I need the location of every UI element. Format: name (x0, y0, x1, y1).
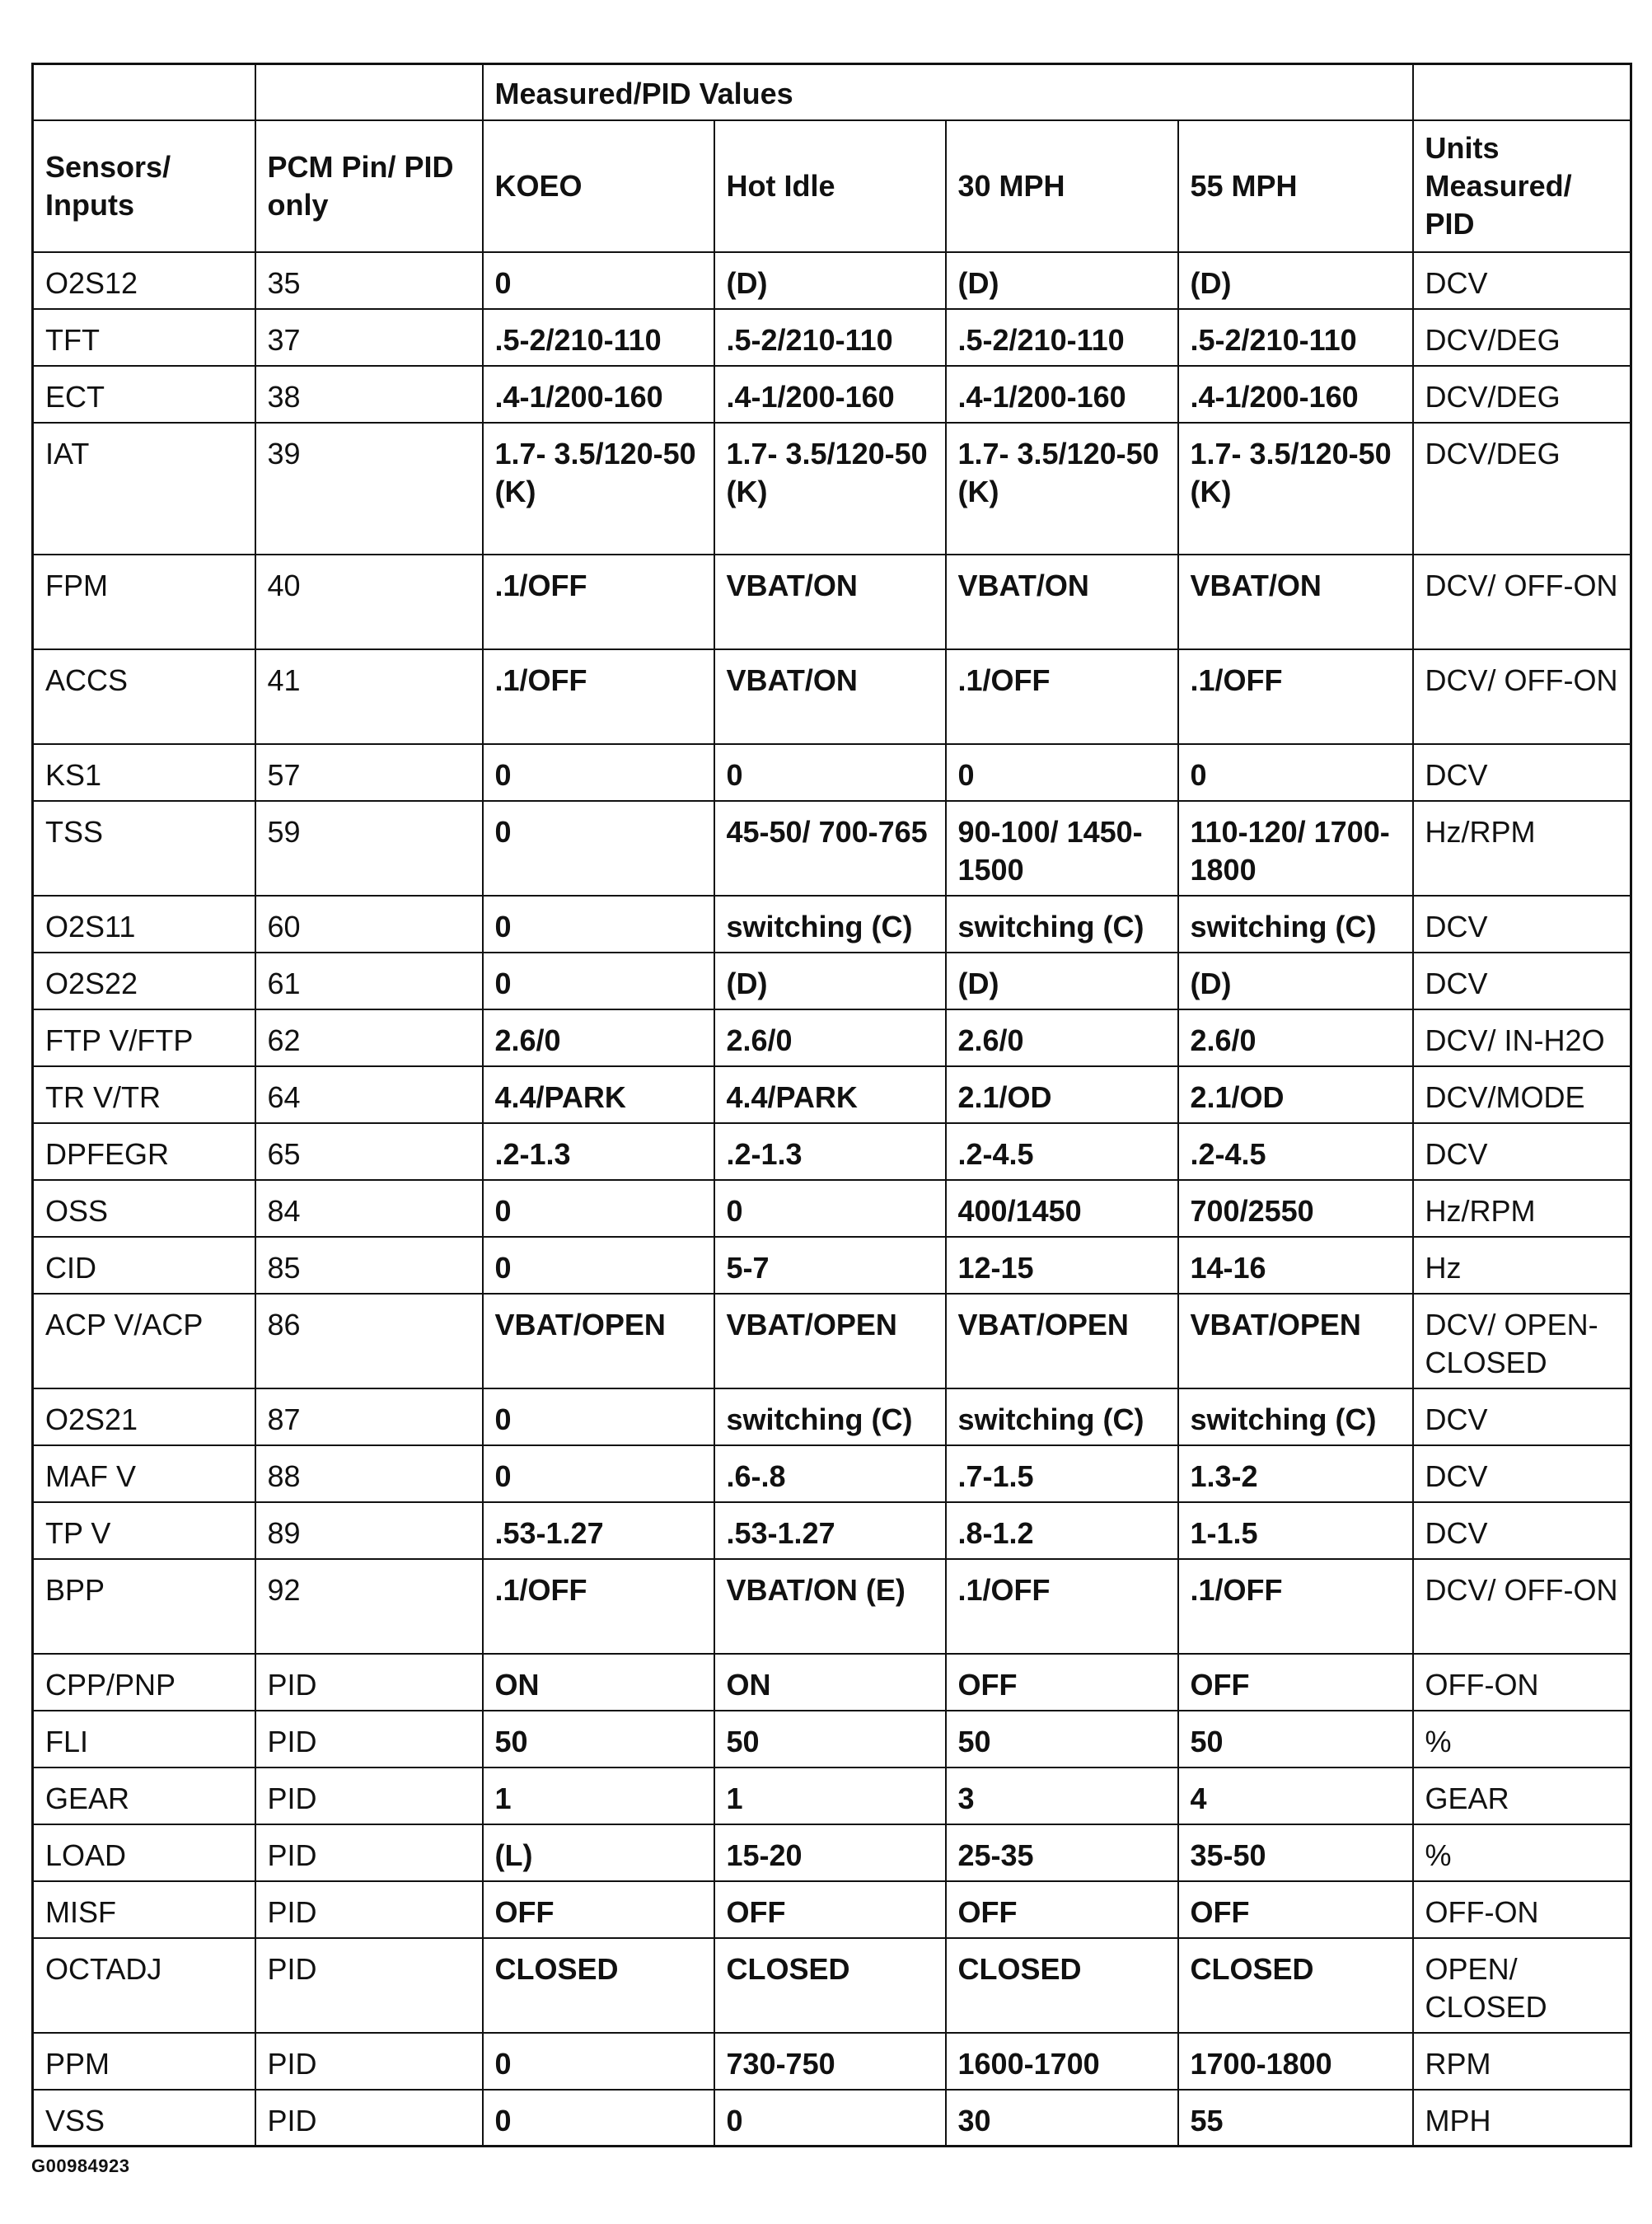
header-row-columns (33, 120, 1631, 252)
table-row (33, 2090, 1631, 2147)
units-cell: DCV (1413, 744, 1631, 801)
units-cell: % (1413, 1711, 1631, 1767)
pcm-pin-cell: 62 (255, 1009, 483, 1066)
30-mph-value-cell: OFF (946, 1881, 1178, 1938)
pcm-pin-cell: PID (255, 1824, 483, 1881)
koeo-value-cell: 1.7- 3.5/120-50 (K) (483, 423, 714, 555)
hot-idle-value-cell: VBAT/OPEN (714, 1294, 946, 1388)
sensor-cell: DPFEGR (33, 1123, 255, 1180)
units-cell: MPH (1413, 2090, 1631, 2147)
col-header-pcm-pin: PCM Pin/ PID only (255, 120, 483, 252)
koeo-value-cell: ON (483, 1654, 714, 1711)
sensor-cell: TFT (33, 309, 255, 366)
55-mph-value-cell: OFF (1178, 1654, 1413, 1711)
pcm-pin-cell: 60 (255, 896, 483, 953)
hot-idle-value-cell: 50 (714, 1711, 946, 1767)
header-empty-cell (33, 64, 255, 120)
55-mph-value-cell: switching (C) (1178, 1388, 1413, 1445)
koeo-value-cell: 0 (483, 744, 714, 801)
koeo-value-cell: .53-1.27 (483, 1502, 714, 1559)
sensor-cell: CID (33, 1237, 255, 1294)
units-cell: DCV/DEG (1413, 309, 1631, 366)
figure-id: G00984923 (31, 2156, 130, 2176)
pcm-pin-cell: 40 (255, 555, 483, 649)
koeo-value-cell: .1/OFF (483, 649, 714, 744)
55-mph-value-cell: 1.3-2 (1178, 1445, 1413, 1502)
sensor-cell: PPM (33, 2033, 255, 2090)
units-cell: DCV/ OFF-ON (1413, 1559, 1631, 1654)
hot-idle-value-cell: 15-20 (714, 1824, 946, 1881)
units-cell: DCV (1413, 1502, 1631, 1559)
pcm-pin-cell: PID (255, 1881, 483, 1938)
30-mph-value-cell: 3 (946, 1767, 1178, 1824)
koeo-value-cell: 4.4/PARK (483, 1066, 714, 1123)
sensor-cell: IAT (33, 423, 255, 555)
hot-idle-value-cell: CLOSED (714, 1938, 946, 2033)
30-mph-value-cell: .1/OFF (946, 1559, 1178, 1654)
sensor-cell: FLI (33, 1711, 255, 1767)
table-row (33, 1180, 1631, 1237)
header-empty-cell (255, 64, 483, 120)
30-mph-value-cell: .5-2/210-110 (946, 309, 1178, 366)
col-header-30-mph: 30 MPH (946, 120, 1178, 252)
55-mph-value-cell: .2-4.5 (1178, 1123, 1413, 1180)
units-cell: DCV (1413, 1123, 1631, 1180)
sensor-cell: ACP V/ACP (33, 1294, 255, 1388)
col-header-hot-idle: Hot Idle (714, 120, 946, 252)
55-mph-value-cell: 2.6/0 (1178, 1009, 1413, 1066)
units-cell: RPM (1413, 2033, 1631, 2090)
pcm-pin-cell: 84 (255, 1180, 483, 1237)
koeo-value-cell: CLOSED (483, 1938, 714, 2033)
table-row (33, 953, 1631, 1009)
units-cell: DCV/DEG (1413, 366, 1631, 423)
sensor-cell: O2S11 (33, 896, 255, 953)
units-cell: DCV/ IN-H2O (1413, 1009, 1631, 1066)
30-mph-value-cell: .4-1/200-160 (946, 366, 1178, 423)
table-row (33, 896, 1631, 953)
55-mph-value-cell: (D) (1178, 953, 1413, 1009)
pcm-pin-cell: 57 (255, 744, 483, 801)
hot-idle-value-cell: (D) (714, 953, 946, 1009)
table-row (33, 1388, 1631, 1445)
table-row (33, 2033, 1631, 2090)
30-mph-value-cell: .1/OFF (946, 649, 1178, 744)
55-mph-value-cell: VBAT/ON (1178, 555, 1413, 649)
koeo-value-cell: .5-2/210-110 (483, 309, 714, 366)
30-mph-value-cell: 12-15 (946, 1237, 1178, 1294)
hot-idle-value-cell: 730-750 (714, 2033, 946, 2090)
pcm-pin-cell: 92 (255, 1559, 483, 1654)
pcm-pin-cell: 87 (255, 1388, 483, 1445)
30-mph-value-cell: CLOSED (946, 1938, 1178, 2033)
table-row (33, 366, 1631, 423)
table-row (33, 649, 1631, 744)
30-mph-value-cell: 2.6/0 (946, 1009, 1178, 1066)
units-cell: DCV (1413, 1445, 1631, 1502)
30-mph-value-cell: 30 (946, 2090, 1178, 2147)
table-row (33, 252, 1631, 309)
hot-idle-value-cell: OFF (714, 1881, 946, 1938)
hot-idle-value-cell: 2.6/0 (714, 1009, 946, 1066)
koeo-value-cell: 0 (483, 2090, 714, 2147)
units-cell: Hz (1413, 1237, 1631, 1294)
30-mph-value-cell: 50 (946, 1711, 1178, 1767)
55-mph-value-cell: (D) (1178, 252, 1413, 309)
table-row (33, 744, 1631, 801)
hot-idle-value-cell: 1 (714, 1767, 946, 1824)
sensor-cell: ACCS (33, 649, 255, 744)
hot-idle-value-cell: 1.7- 3.5/120-50 (K) (714, 423, 946, 555)
sensor-cell: OSS (33, 1180, 255, 1237)
sensor-cell: O2S22 (33, 953, 255, 1009)
pcm-pin-cell: 85 (255, 1237, 483, 1294)
30-mph-value-cell: OFF (946, 1654, 1178, 1711)
pcm-pin-cell: 65 (255, 1123, 483, 1180)
table-row (33, 1711, 1631, 1767)
30-mph-value-cell: switching (C) (946, 1388, 1178, 1445)
pcm-pin-cell: PID (255, 1654, 483, 1711)
hot-idle-value-cell: .4-1/200-160 (714, 366, 946, 423)
hot-idle-value-cell: .5-2/210-110 (714, 309, 946, 366)
sensor-cell: MISF (33, 1881, 255, 1938)
55-mph-value-cell: .1/OFF (1178, 1559, 1413, 1654)
koeo-value-cell: .4-1/200-160 (483, 366, 714, 423)
sensor-cell: OCTADJ (33, 1938, 255, 2033)
55-mph-value-cell: 0 (1178, 744, 1413, 801)
table-row (33, 1559, 1631, 1654)
30-mph-value-cell: 1.7- 3.5/120-50 (K) (946, 423, 1178, 555)
pcm-pin-cell: 38 (255, 366, 483, 423)
30-mph-value-cell: 400/1450 (946, 1180, 1178, 1237)
koeo-value-cell: 0 (483, 801, 714, 896)
pcm-pin-cell: 88 (255, 1445, 483, 1502)
pcm-pin-cell: 61 (255, 953, 483, 1009)
55-mph-value-cell: .1/OFF (1178, 649, 1413, 744)
hot-idle-value-cell: (D) (714, 252, 946, 309)
sensor-cell: BPP (33, 1559, 255, 1654)
koeo-value-cell: 0 (483, 1237, 714, 1294)
55-mph-value-cell: 1.7- 3.5/120-50 (K) (1178, 423, 1413, 555)
sensor-cell: FTP V/FTP (33, 1009, 255, 1066)
hot-idle-value-cell: 45-50/ 700-765 (714, 801, 946, 896)
koeo-value-cell: 0 (483, 2033, 714, 2090)
55-mph-value-cell: 55 (1178, 2090, 1413, 2147)
koeo-value-cell: 0 (483, 252, 714, 309)
pcm-pin-cell: 37 (255, 309, 483, 366)
sensor-cell: ECT (33, 366, 255, 423)
units-cell: OPEN/ CLOSED (1413, 1938, 1631, 2033)
55-mph-value-cell: 4 (1178, 1767, 1413, 1824)
55-mph-value-cell: 35-50 (1178, 1824, 1413, 1881)
55-mph-value-cell: 110-120/ 1700-1800 (1178, 801, 1413, 896)
table-row (33, 1938, 1631, 2033)
koeo-value-cell: 0 (483, 1445, 714, 1502)
table-row (33, 1009, 1631, 1066)
55-mph-value-cell: 1-1.5 (1178, 1502, 1413, 1559)
hot-idle-value-cell: ON (714, 1654, 946, 1711)
55-mph-value-cell: 2.1/OD (1178, 1066, 1413, 1123)
col-header-sensors: Sensors/ Inputs (33, 120, 255, 252)
units-cell: OFF-ON (1413, 1654, 1631, 1711)
units-cell: DCV/MODE (1413, 1066, 1631, 1123)
30-mph-value-cell: 90-100/ 1450-1500 (946, 801, 1178, 896)
sensor-cell: TP V (33, 1502, 255, 1559)
sensor-cell: GEAR (33, 1767, 255, 1824)
pcm-pin-cell: PID (255, 1767, 483, 1824)
30-mph-value-cell: VBAT/ON (946, 555, 1178, 649)
col-header-koeo: KOEO (483, 120, 714, 252)
sensor-cell: CPP/PNP (33, 1654, 255, 1711)
table-row (33, 1066, 1631, 1123)
30-mph-value-cell: (D) (946, 953, 1178, 1009)
hot-idle-value-cell: 0 (714, 2090, 946, 2147)
koeo-value-cell: .2-1.3 (483, 1123, 714, 1180)
units-cell: DCV (1413, 252, 1631, 309)
sensor-cell: LOAD (33, 1824, 255, 1881)
koeo-value-cell: .1/OFF (483, 555, 714, 649)
55-mph-value-cell: .4-1/200-160 (1178, 366, 1413, 423)
pcm-values-table (31, 63, 1632, 2147)
koeo-value-cell: VBAT/OPEN (483, 1294, 714, 1388)
sensor-cell: VSS (33, 2090, 255, 2147)
hot-idle-value-cell: 0 (714, 744, 946, 801)
measured-values-group-header: Measured/PID Values (483, 64, 1413, 120)
hot-idle-value-cell: 5-7 (714, 1237, 946, 1294)
table-row (33, 1502, 1631, 1559)
55-mph-value-cell: VBAT/OPEN (1178, 1294, 1413, 1388)
koeo-value-cell: .1/OFF (483, 1559, 714, 1654)
units-cell: OFF-ON (1413, 1881, 1631, 1938)
55-mph-value-cell: CLOSED (1178, 1938, 1413, 2033)
pcm-pin-cell: 89 (255, 1502, 483, 1559)
hot-idle-value-cell: .2-1.3 (714, 1123, 946, 1180)
units-cell: GEAR (1413, 1767, 1631, 1824)
koeo-value-cell: 0 (483, 1388, 714, 1445)
30-mph-value-cell: 2.1/OD (946, 1066, 1178, 1123)
pcm-pin-cell: 59 (255, 801, 483, 896)
units-cell: Hz/RPM (1413, 801, 1631, 896)
30-mph-value-cell: 25-35 (946, 1824, 1178, 1881)
pcm-pin-cell: 64 (255, 1066, 483, 1123)
sensor-cell: O2S21 (33, 1388, 255, 1445)
table-row (33, 555, 1631, 649)
hot-idle-value-cell: .6-.8 (714, 1445, 946, 1502)
table-row (33, 1824, 1631, 1881)
55-mph-value-cell: 1700-1800 (1178, 2033, 1413, 2090)
koeo-value-cell: 0 (483, 1180, 714, 1237)
table-row (33, 309, 1631, 366)
table-row (33, 1881, 1631, 1938)
pcm-pin-cell: PID (255, 1938, 483, 2033)
sensor-cell: KS1 (33, 744, 255, 801)
30-mph-value-cell: .7-1.5 (946, 1445, 1178, 1502)
30-mph-value-cell: 1600-1700 (946, 2033, 1178, 2090)
hot-idle-value-cell: VBAT/ON (E) (714, 1559, 946, 1654)
units-cell: DCV/DEG (1413, 423, 1631, 555)
koeo-value-cell: 0 (483, 896, 714, 953)
table-row (33, 1654, 1631, 1711)
hot-idle-value-cell: VBAT/ON (714, 555, 946, 649)
koeo-value-cell: OFF (483, 1881, 714, 1938)
units-cell: DCV/ OFF-ON (1413, 555, 1631, 649)
col-header-55-mph: 55 MPH (1178, 120, 1413, 252)
sensor-cell: MAF V (33, 1445, 255, 1502)
units-cell: Hz/RPM (1413, 1180, 1631, 1237)
table-row (33, 1123, 1631, 1180)
units-cell: DCV/ OPEN- CLOSED (1413, 1294, 1631, 1388)
hot-idle-value-cell: 0 (714, 1180, 946, 1237)
30-mph-value-cell: .8-1.2 (946, 1502, 1178, 1559)
pcm-pin-cell: PID (255, 1711, 483, 1767)
koeo-value-cell: 2.6/0 (483, 1009, 714, 1066)
sensor-cell: TR V/TR (33, 1066, 255, 1123)
koeo-value-cell: 50 (483, 1711, 714, 1767)
hot-idle-value-cell: switching (C) (714, 1388, 946, 1445)
units-cell: DCV (1413, 953, 1631, 1009)
30-mph-value-cell: switching (C) (946, 896, 1178, 953)
55-mph-value-cell: switching (C) (1178, 896, 1413, 953)
koeo-value-cell: 1 (483, 1767, 714, 1824)
30-mph-value-cell: .2-4.5 (946, 1123, 1178, 1180)
table-row (33, 1767, 1631, 1824)
table-row (33, 1294, 1631, 1388)
table-row (33, 423, 1631, 555)
55-mph-value-cell: 14-16 (1178, 1237, 1413, 1294)
55-mph-value-cell: 700/2550 (1178, 1180, 1413, 1237)
units-cell: DCV (1413, 896, 1631, 953)
pcm-pin-cell: 41 (255, 649, 483, 744)
hot-idle-value-cell: .53-1.27 (714, 1502, 946, 1559)
sensor-cell: O2S12 (33, 252, 255, 309)
55-mph-value-cell: OFF (1178, 1881, 1413, 1938)
pcm-pin-cell: PID (255, 2033, 483, 2090)
table-row (33, 1445, 1631, 1502)
table-row (33, 801, 1631, 896)
units-cell: DCV/ OFF-ON (1413, 649, 1631, 744)
sensor-cell: TSS (33, 801, 255, 896)
koeo-value-cell: (L) (483, 1824, 714, 1881)
sensor-cell: FPM (33, 555, 255, 649)
hot-idle-value-cell: switching (C) (714, 896, 946, 953)
header-empty-cell (1413, 64, 1631, 120)
hot-idle-value-cell: 4.4/PARK (714, 1066, 946, 1123)
30-mph-value-cell: 0 (946, 744, 1178, 801)
pcm-pin-cell: 39 (255, 423, 483, 555)
55-mph-value-cell: .5-2/210-110 (1178, 309, 1413, 366)
pcm-pin-cell: 35 (255, 252, 483, 309)
pcm-pin-cell: 86 (255, 1294, 483, 1388)
pcm-pin-cell: PID (255, 2090, 483, 2147)
table-row (33, 1237, 1631, 1294)
55-mph-value-cell: 50 (1178, 1711, 1413, 1767)
units-cell: DCV (1413, 1388, 1631, 1445)
30-mph-value-cell: (D) (946, 252, 1178, 309)
30-mph-value-cell: VBAT/OPEN (946, 1294, 1178, 1388)
units-cell: % (1413, 1824, 1631, 1881)
koeo-value-cell: 0 (483, 953, 714, 1009)
col-header-units: Units Measured/ PID (1413, 120, 1631, 252)
hot-idle-value-cell: VBAT/ON (714, 649, 946, 744)
header-row-group (33, 64, 1631, 120)
